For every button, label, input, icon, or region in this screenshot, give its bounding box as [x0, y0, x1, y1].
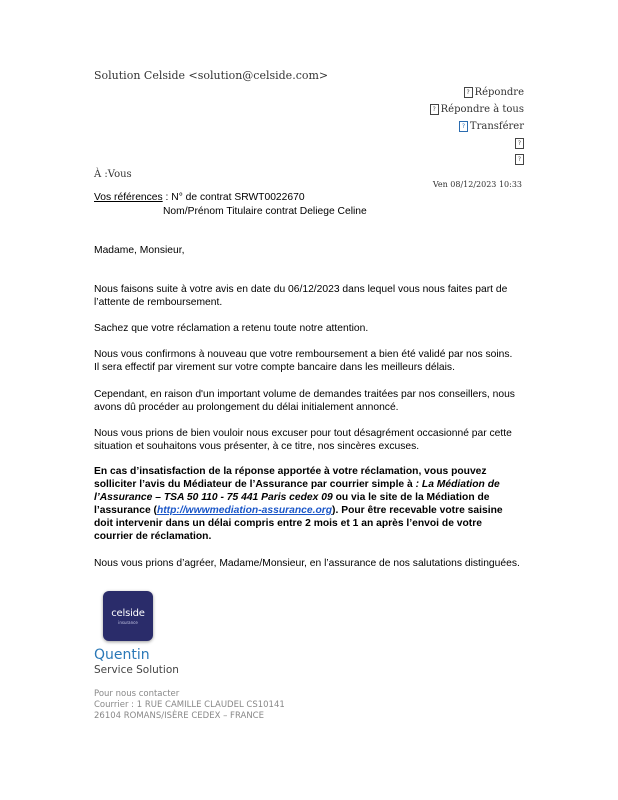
- email-recipient: À :Vous: [94, 169, 132, 180]
- signature-name: Quentin: [94, 647, 150, 663]
- paragraph-2: Sachez que votre réclamation a retenu toute notre attention.: [94, 323, 369, 334]
- mediation-link[interactable]: http://wwwmediation-assurance.org: [156, 505, 333, 516]
- forward-icon: ?: [459, 121, 468, 132]
- email-date: Ven 08/12/2023 10:33: [432, 180, 522, 189]
- more-options-button[interactable]: [515, 154, 524, 165]
- contract-number: : N° de contrat SRWT0022670: [162, 192, 305, 203]
- references-block: [94, 191, 367, 219]
- contact-block: Pour nous contacter Courrier : 1 RUE CAMILLE CLAUDEL CS10141 26104 ROMANS/ISÈRE CEDEX – FRANCE: [94, 689, 285, 721]
- email-sender: Solution Celside <solution@celside.com>: [94, 69, 329, 82]
- reply-all-button[interactable]: ? Répondre à tous: [430, 104, 524, 115]
- references-label: Vos références: [94, 192, 163, 203]
- reply-icon: ?: [464, 87, 473, 98]
- reply-all-icon: ?: [430, 104, 439, 115]
- reply-button[interactable]: ? Répondre: [464, 87, 524, 98]
- more-actions-button[interactable]: [515, 138, 524, 149]
- paragraph-5: Nous vous prions de bien vouloir nous excuser pour tout désagrément occasionné par cette situation et souhaitons vous présenter, à ce titre, nos sincères excuses.: [94, 428, 512, 452]
- contract-holder: Nom/Prénom Titulaire contrat Deliege Celine: [163, 206, 367, 217]
- paragraph-3: Nous vous confirmons à nouveau que votre remboursement a bien été validé par nos soins. Il sera effectif par virement sur votre compte bancaire dans les meilleurs délais.: [94, 349, 513, 373]
- more-icon: ?: [515, 154, 524, 165]
- more-icon: ?: [515, 138, 524, 149]
- paragraph-1: Nous faisons suite à votre avis en date du 06/12/2023 dans lequel vous nous faites part de l’attente de remboursement.: [94, 284, 508, 308]
- mediation-paragraph: En cas d’insatisfaction de la réponse apportée à votre réclamation, vous pouvez solliciter l’avis du Médiateur de l’Assurance par courrier simple à : La Médiation de l’Assurance – TSA 50 110 - 75 441 Paris cedex 09 ou via le site de la Médiation de l’assurance (http://wwwmediation-assurance.org). Pour être recevable votre saisine doit intervenir dans un délai compris entre 2 mois et 1 an après l’envoi de votre courrier de réclamation.: [94, 466, 503, 542]
- forward-button[interactable]: ? Transférer: [459, 121, 524, 132]
- greeting: Madame, Monsieur,: [94, 245, 185, 256]
- closing: Nous vous prions d’agréer, Madame/Monsieur, en l’assurance de nos salutations distinguées.: [94, 558, 520, 569]
- celside-logo: celside insurance: [103, 591, 153, 641]
- signature-role: Service Solution: [94, 664, 179, 676]
- paragraph-4: Cependant, en raison d'un important volume de demandes traitées par nos conseillers, nous avons dû procéder au prolongement du délai initialement annoncé.: [94, 389, 515, 413]
